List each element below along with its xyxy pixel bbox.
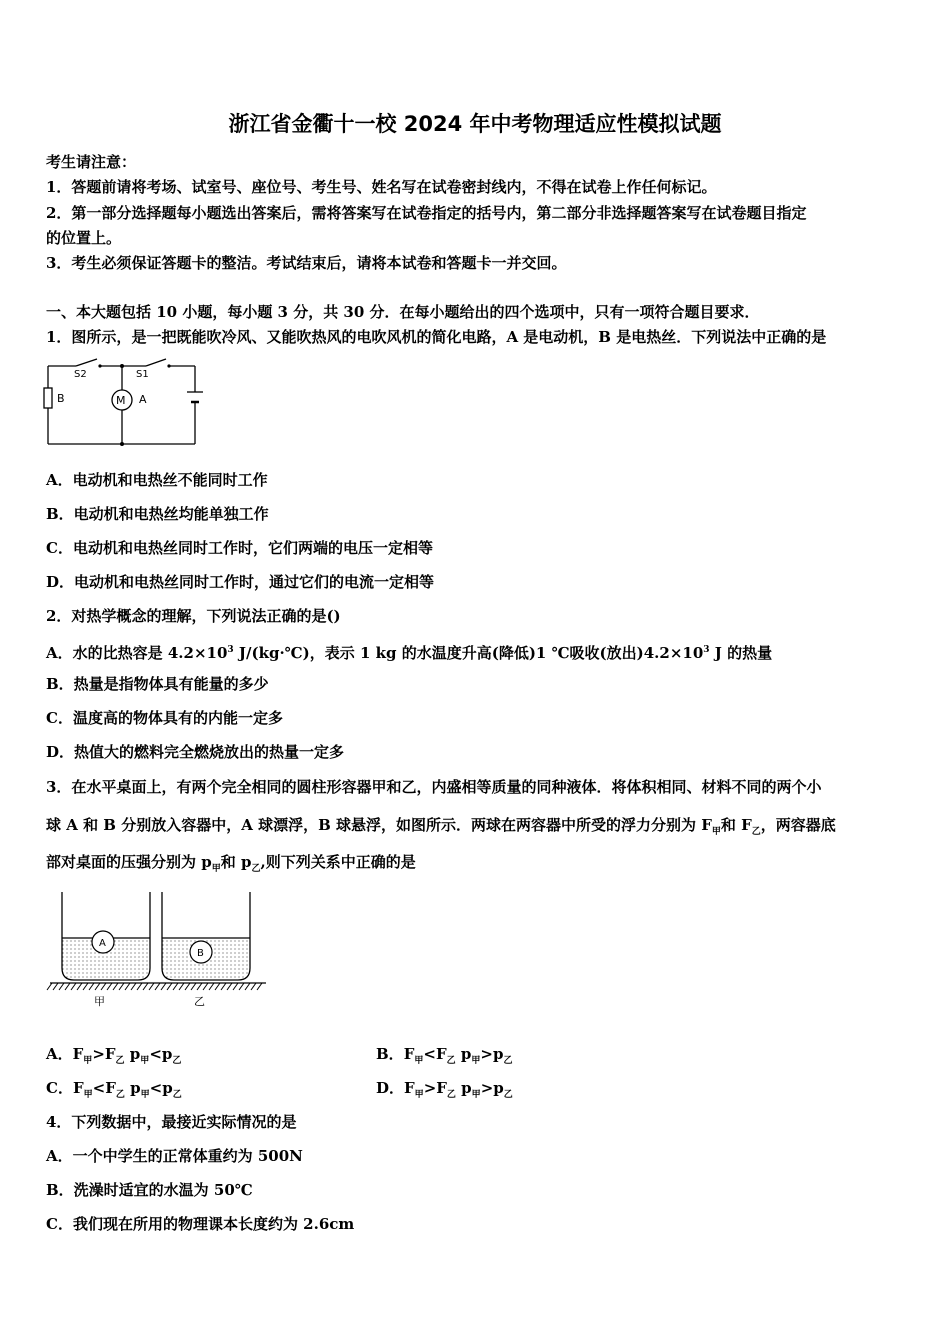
heater-b-label: B <box>57 392 65 405</box>
ball-a-label: A <box>99 938 106 949</box>
question-1-option: B．电动机和电热丝均能单独工作 <box>46 505 269 523</box>
question-3-option-c: C．$F_甲<F_乙$ $p_甲<p_乙$ <box>46 1079 182 1100</box>
question-2-option-a: A．水的比热容是 $4.2\times 10^3$ J/(kg·℃)，表示 1 kg 的水温度升高(降低)1 ℃吸收(放出)$4.2\times 10^3$ J 的热量 <box>46 644 773 662</box>
question-3-stem-line1: 3．在水平桌面上，有两个完全相同的圆柱形容器甲和乙，内盛相等质量的同种液体．将体积相同、材料不同的两个小 <box>46 778 822 796</box>
question-3-stem-line3: 部对桌面的压强分别为 $p_甲$和 $p_乙$,则下列关系中正确的是 <box>46 853 416 874</box>
motor-a-label: A <box>139 393 147 406</box>
notice-heading: 考生请注意： <box>46 153 137 171</box>
question-3-stem-line2: 球 A 和 B 分别放入容器中，A 球漂浮，B 球悬浮，如图所示．两球在两容器中所受的浮力分别为 $F_甲$和 $F_乙$，两容器底 <box>46 816 836 837</box>
notice-item: 2．第一部分选择题每小题选出答案后，需将答案写在试卷指定的括号内，第二部分非选择题答案写在试卷题目指定 <box>46 204 807 222</box>
section-heading: 一、本大题包括 10 小题，每小题 3 分，共 30 分．在每小题给出的四个选项中，只有一项符合题目要求． <box>46 303 760 321</box>
question-1-option: C．电动机和电热丝同时工作时，它们两端的电压一定相等 <box>46 539 433 557</box>
question-2-stem: 2．对热学概念的理解，下列说法正确的是() <box>46 607 341 625</box>
switch-s2-label: S2 <box>74 369 87 380</box>
motor-symbol-label: M <box>116 394 126 407</box>
circuit-diagram <box>40 356 210 451</box>
question-4-option: B．洗澡时适宜的水温为 50℃ <box>46 1181 253 1199</box>
question-4-option: A．一个中学生的正常体重约为 500N <box>46 1147 303 1165</box>
question-4-option: C．我们现在所用的物理课本长度约为 2.6cm <box>46 1215 355 1233</box>
container-yi-label: 乙 <box>194 995 205 1008</box>
notice-item: 3．考生必须保证答题卡的整洁。考试结束后，请将本试卷和答题卡一并交回。 <box>46 254 567 272</box>
notice-item: 的位置上。 <box>46 229 122 247</box>
question-1-option: D．电动机和电热丝同时工作时，通过它们的电流一定相等 <box>46 573 435 591</box>
containers-figure <box>46 888 271 1008</box>
notice-item: 1．答题前请将考场、试室号、座位号、考生号、姓名写在试卷密封线内，不得在试卷上作任何标记。 <box>46 178 717 196</box>
question-3-option-a: A．$F_甲>F_乙$ $p_甲<p_乙$ <box>46 1045 182 1066</box>
question-2-option: C．温度高的物体具有的内能一定多 <box>46 709 283 727</box>
question-3-option-b: B．$F_甲<F_乙$ $p_甲>p_乙$ <box>376 1045 513 1066</box>
question-1-stem: 1．图所示，是一把既能吹冷风、又能吹热风的电吹风机的简化电路，A 是电动机，B 是电热丝．下列说法中正确的是 <box>46 328 827 346</box>
question-2-option: D．热值大的燃料完全燃烧放出的热量一定多 <box>46 743 345 761</box>
question-1-option: A．电动机和电热丝不能同时工作 <box>46 471 268 489</box>
ball-b-label: B <box>197 948 204 959</box>
switch-s1-label: S1 <box>136 369 149 380</box>
container-jia-label: 甲 <box>94 995 105 1008</box>
page-title: 浙江省金衢十一校 2024 年中考物理适应性模拟试题 <box>228 112 722 136</box>
question-2-option: B．热量是指物体具有能量的多少 <box>46 675 269 693</box>
question-3-option-d: D．$F_甲>F_乙$ $p_甲>p_乙$ <box>376 1079 513 1100</box>
question-4-stem: 4．下列数据中，最接近实际情况的是 <box>46 1113 297 1131</box>
